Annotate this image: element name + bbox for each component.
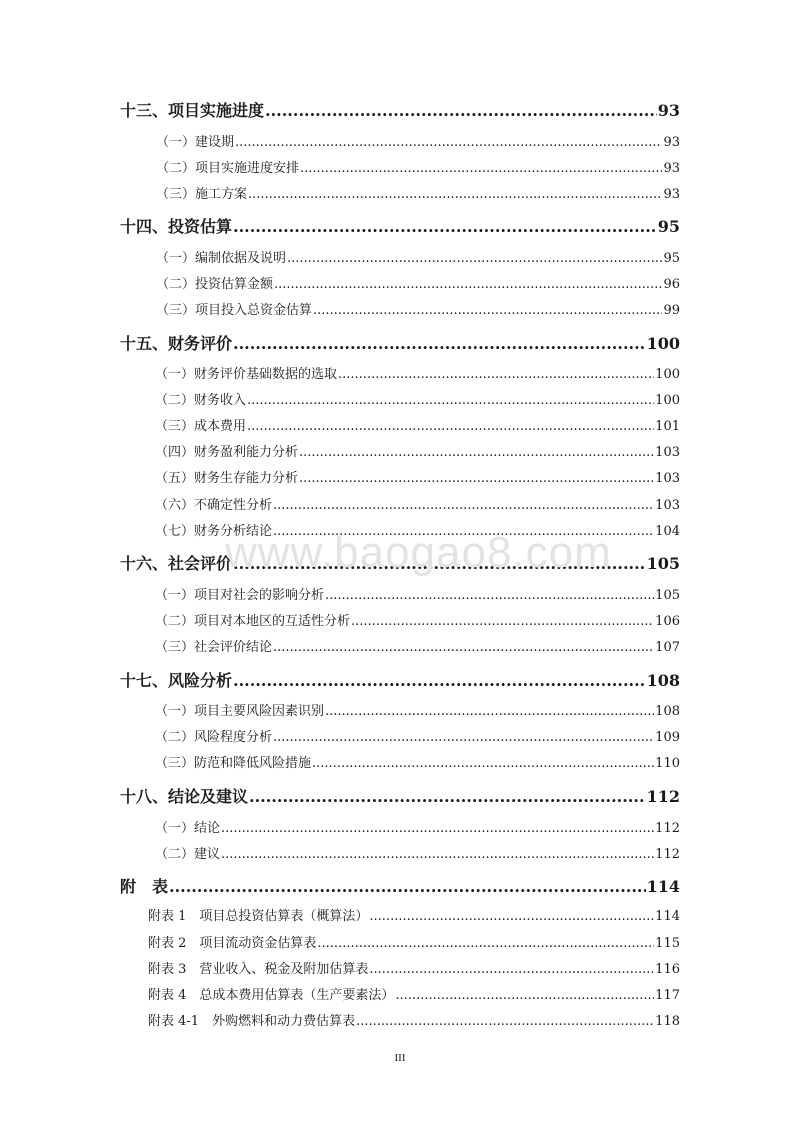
toc-page-number: 114 <box>646 877 680 896</box>
toc-item[interactable] <box>155 363 680 381</box>
toc-page-number: 95 <box>663 251 680 266</box>
leader-dots <box>247 419 654 434</box>
toc-item-label: （二）投资估算金额 <box>156 277 274 292</box>
toc-section-17[interactable] <box>120 668 680 690</box>
toc-page-number: 105 <box>655 588 680 603</box>
toc-page-number: 93 <box>663 187 680 202</box>
leader-dots <box>395 988 654 1003</box>
toc-item-label: （二）风险程度分析 <box>155 730 273 745</box>
toc-page-number: 115 <box>655 936 680 951</box>
toc-item[interactable] <box>155 610 680 628</box>
toc-item-label: （三）施工方案 <box>156 187 248 202</box>
leader-dots <box>317 936 654 951</box>
toc-page-number: 95 <box>657 217 680 236</box>
toc-section-title: 十五、财务评价 <box>120 334 233 353</box>
toc-page-number: 112 <box>655 847 680 862</box>
toc-item[interactable] <box>155 752 680 770</box>
leader-dots <box>313 303 662 318</box>
leader-dots <box>312 756 654 771</box>
leader-dots <box>325 588 654 603</box>
leader-dots <box>356 1014 654 1029</box>
toc-item[interactable] <box>155 700 680 718</box>
toc-page-number: 96 <box>663 277 680 292</box>
toc-page-number: 93 <box>663 161 680 176</box>
leader-dots <box>369 909 654 924</box>
toc-item[interactable] <box>156 247 680 265</box>
toc-section-14[interactable] <box>120 214 680 236</box>
leader-dots <box>233 334 646 353</box>
toc-item-label: （二）建议 <box>155 847 221 862</box>
toc-item[interactable] <box>155 817 680 835</box>
toc-item-label: （一）编制依据及说明 <box>156 251 287 266</box>
toc-item[interactable] <box>156 183 680 201</box>
toc-item[interactable] <box>155 520 680 538</box>
toc-item[interactable] <box>155 584 680 602</box>
toc-page-number: 117 <box>655 988 680 1003</box>
toc-item-label: （一）建设期 <box>156 135 235 150</box>
toc-page-number: 99 <box>663 303 680 318</box>
leader-dots <box>233 217 657 236</box>
toc-item-label: （六）不确定性分析 <box>155 498 273 513</box>
toc-page-number: 112 <box>655 821 680 836</box>
toc-page-number: 118 <box>655 1014 680 1029</box>
toc-appendix-item[interactable] <box>148 984 680 1002</box>
toc-page-number: 116 <box>655 962 680 977</box>
toc-item-label: （三）防范和降低风险措施 <box>155 756 312 771</box>
toc-item[interactable] <box>155 726 680 744</box>
toc-section-18[interactable] <box>120 784 680 806</box>
toc-appendix-item[interactable] <box>148 958 680 976</box>
leader-dots <box>221 821 654 836</box>
toc-appendix-item[interactable] <box>148 932 680 950</box>
toc-page-number: 101 <box>655 419 680 434</box>
toc-page-number: 93 <box>663 135 680 150</box>
leader-dots <box>300 161 662 176</box>
toc-item-label: （七）财务分析结论 <box>155 524 273 539</box>
leader-dots <box>299 445 654 460</box>
toc-item-label: （一）财务评价基础数据的选取 <box>155 367 338 382</box>
toc-page-number: 100 <box>655 393 680 408</box>
toc-page-number: 108 <box>646 671 680 690</box>
toc-page-number: 112 <box>646 787 680 806</box>
toc-page-number: 106 <box>655 614 680 629</box>
toc-item[interactable] <box>156 273 680 291</box>
toc-item-label: （一）结论 <box>155 821 221 836</box>
toc-item-label: （二）项目实施进度安排 <box>156 161 300 176</box>
leader-dots <box>273 730 654 745</box>
toc-page-number: 114 <box>655 909 680 924</box>
toc-section-title: 十三、项目实施进度 <box>120 101 265 120</box>
toc-page-number: 93 <box>657 101 680 120</box>
toc-item-label: 附表 3 营业收入、税金及附加估算表 <box>148 962 369 977</box>
toc-section-title: 十六、社会评价 <box>120 554 233 573</box>
toc-item[interactable] <box>155 636 680 654</box>
leader-dots <box>325 704 654 719</box>
toc-section-15[interactable] <box>120 331 680 353</box>
toc-section-title: 十七、风险分析 <box>120 671 233 690</box>
leader-dots <box>235 135 662 150</box>
toc-section-title: 十四、投资估算 <box>120 217 233 236</box>
toc-section-title: 十八、结论及建议 <box>120 787 249 806</box>
toc-item[interactable] <box>156 131 680 149</box>
toc-section-13[interactable] <box>120 98 680 120</box>
toc-page-number: 109 <box>655 730 680 745</box>
leader-dots <box>369 962 654 977</box>
toc-item-label: （四）财务盈利能力分析 <box>155 445 299 460</box>
toc-item-label: （一）项目对社会的影响分析 <box>155 588 325 603</box>
leader-dots <box>338 367 654 382</box>
leader-dots <box>221 847 654 862</box>
toc-item[interactable] <box>156 299 680 317</box>
toc-item-label: （二）财务收入 <box>155 393 247 408</box>
leader-dots <box>265 101 657 120</box>
toc-section-16[interactable] <box>120 551 680 573</box>
toc-page-number: 104 <box>655 524 680 539</box>
toc-item-label: （二）项目对本地区的互适性分析 <box>155 614 351 629</box>
leader-dots <box>274 277 662 292</box>
toc-item-label: 附表 2 项目流动资金估算表 <box>148 936 317 951</box>
leader-dots <box>273 498 654 513</box>
toc-section-title: 附 表 <box>120 877 169 896</box>
toc-appendix-item[interactable] <box>148 905 680 923</box>
leader-dots <box>273 524 654 539</box>
toc-item[interactable] <box>155 843 680 861</box>
toc-item-label: （三）社会评价结论 <box>155 640 273 655</box>
toc-item-label: 附表 1 项目总投资估算表（概算法） <box>148 909 369 924</box>
leader-dots <box>273 640 654 655</box>
toc-appendix-item[interactable] <box>148 1010 680 1028</box>
leader-dots <box>247 393 654 408</box>
toc-page-number: 103 <box>655 498 680 513</box>
toc-page-number: 108 <box>655 704 680 719</box>
toc-page-number: 107 <box>655 640 680 655</box>
leader-dots <box>248 187 662 202</box>
toc-item[interactable] <box>156 157 680 175</box>
leader-dots <box>249 787 646 806</box>
toc-item[interactable] <box>155 467 680 485</box>
leader-dots <box>351 614 654 629</box>
leader-dots <box>299 471 654 486</box>
toc-item-label: 附表 4 总成本费用估算表（生产要素法） <box>148 988 395 1003</box>
toc-page-number: 100 <box>646 334 680 353</box>
toc-item-label: （一）项目主要风险因素识别 <box>155 704 325 719</box>
leader-dots <box>169 877 646 896</box>
toc-item[interactable] <box>155 389 680 407</box>
toc-page-number: 110 <box>655 756 680 771</box>
leader-dots <box>233 554 646 573</box>
leader-dots <box>287 251 662 266</box>
watermark: www.baogao8.com <box>225 528 612 577</box>
leader-dots <box>233 671 646 690</box>
toc-page-number: 105 <box>646 554 680 573</box>
toc-page-number: 103 <box>655 471 680 486</box>
toc-item-label: （三）项目投入总资金估算 <box>156 303 313 318</box>
toc-item-label: （三）成本费用 <box>155 419 247 434</box>
toc-page-number: 100 <box>655 367 680 382</box>
toc-item[interactable] <box>155 441 680 459</box>
toc-item[interactable] <box>155 494 680 512</box>
toc-item-label: （五）财务生存能力分析 <box>155 471 299 486</box>
toc-page-number: 103 <box>655 445 680 460</box>
toc-section-appendix[interactable] <box>120 874 680 896</box>
toc-item[interactable] <box>155 415 680 433</box>
toc-item-label: 附表 4-1 外购燃料和动力费估算表 <box>148 1014 356 1029</box>
page-number: III <box>394 1052 406 1064</box>
